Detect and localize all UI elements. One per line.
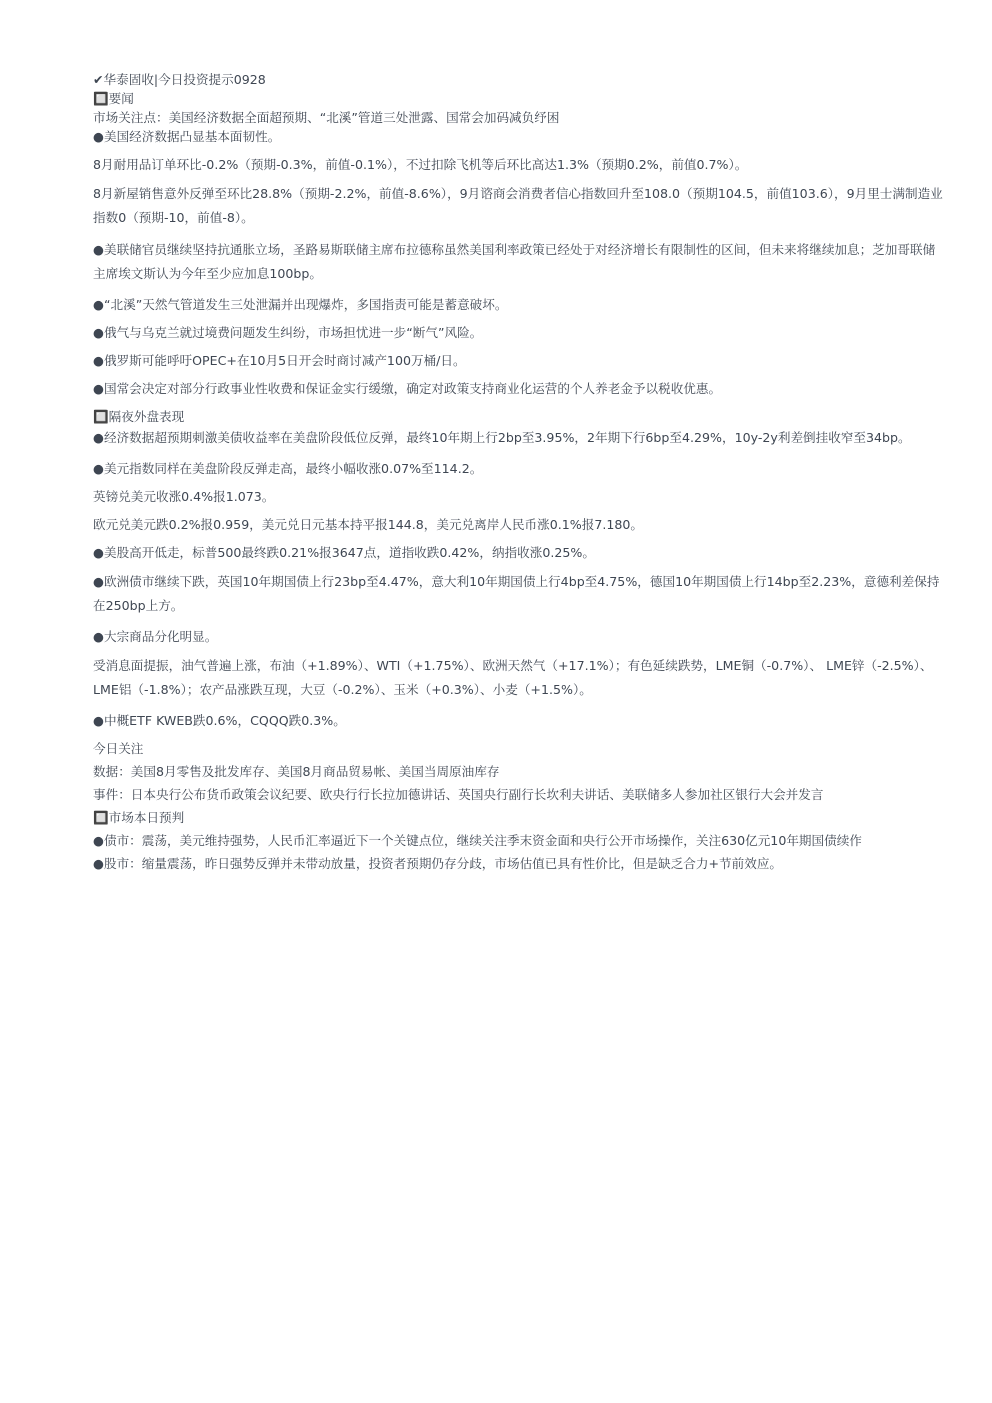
news-item: ●俄气与乌克兰就过境费问题发生纠纷，市场担忧进一步“断气”风险。 [93,325,483,340]
today-data: 数据：美国8月零售及批发库存、美国8月商品贸易帐、美国当周原油库存 [93,764,500,779]
document-body [93,66,945,873]
overnight-item: ●欧洲债市继续下跌，英国10年期国债上行23bp至4.47%，意大利10年期国债上行4bp至4.75%，德国10年期国债上行14bp至2.23%，意德利差保持在250bp上方。 [93,574,940,613]
forecast-bond: ●债市：震荡，美元维持强势，人民币汇率逼近下一个关键点位，继续关注季末资金面和央行公开市场操作，关注630亿元10年期国债续作 [93,833,862,848]
news-item: ●俄罗斯可能呼吁OPEC+在10月5日开会时商讨减产100万桶/日。 [93,353,466,368]
document-title: ✔华泰固收|今日投资提示0928 [93,72,266,87]
section-heading-news: 🔲要闻 [93,91,134,106]
overnight-item: ●经济数据超预期刺激美债收益率在美盘阶段低位反弹，最终10年期上行2bp至3.95%，2年期下行6bp至4.29%，10y-2y利差倒挂收窄至34bp。 [93,430,911,445]
overnight-item: 欧元兑美元跌0.2%报0.959，美元兑日元基本持平报144.8，美元兑离岸人民币涨0.1%报7.180。 [93,517,643,532]
section-heading-today: 今日关注 [93,741,144,756]
news-item: ●“北溪”天然气管道发生三处泄漏并出现爆炸，多国指责可能是蓄意破坏。 [93,297,508,312]
news-item: ●美联储官员继续坚持抗通胀立场，圣路易斯联储主席布拉德称虽然美国利率政策已经处于对经济增长有限制性的区间，但未来将继续加息；芝加哥联储主席埃文斯认为今年至少应加息100bp。 [93,242,936,281]
market-focus: 市场关注点：美国经济数据全面超预期、“北溪”管道三处泄露、国常会加码减负纾困 [93,110,560,125]
forecast-stock: ●股市：缩量震荡，昨日强势反弹并未带动放量，投资者预期仍存分歧，市场估值已具有性价比，但是缺乏合力+节前效应。 [93,856,783,871]
overnight-item: ●大宗商品分化明显。 [93,629,218,644]
overnight-item: ●美元指数同样在美盘阶段反弹走高，最终小幅收涨0.07%至114.2。 [93,461,483,476]
news-item: 8月耐用品订单环比-0.2%（预期-0.3%，前值-0.1%），不过扣除飞机等后环比高达1.3%（预期0.2%，前值0.7%）。 [93,157,748,172]
overnight-item: ●中概ETF KWEB跌0.6%，CQQQ跌0.3%。 [93,713,346,728]
news-item: 8月新屋销售意外反弹至环比28.8%（预期-2.2%，前值-8.6%），9月谘商会消费者信心指数回升至108.0（预期104.5，前值103.6），9月里士满制造业指数0（预期-10，前值-8）。 [93,186,943,225]
section-heading-forecast: 🔲市场本日预判 [93,810,185,825]
overnight-item: 受消息面提振，油气普遍上涨，布油（+1.89%）、WTI（+1.75%）、欧洲天然气（+17.1%）；有色延续跌势，LME铜（-0.7%）、 LME锌（-2.5%）、LME铝（-1.8%）；农产品涨跌互现，大豆（-0.2%）、玉米（+0.3%）、小麦（+1.5%）。 [93,658,933,697]
news-item: ●国常会决定对部分行政事业性收费和保证金实行缓缴，确定对政策支持商业化运营的个人养老金予以税收优惠。 [93,381,722,396]
overnight-item: 英镑兑美元收涨0.4%报1.073。 [93,489,275,504]
overnight-item: ●美股高开低走，标普500最终跌0.21%报3647点，道指收跌0.42%，纳指收涨0.25%。 [93,545,595,560]
section-heading-overnight: 🔲隔夜外盘表现 [93,409,185,424]
news-item: ●美国经济数据凸显基本面韧性。 [93,129,281,144]
today-events: 事件：日本央行公布货币政策会议纪要、欧央行行长拉加德讲话、英国央行副行长坎利夫讲话、美联储多人参加社区银行大会并发言 [93,787,824,802]
